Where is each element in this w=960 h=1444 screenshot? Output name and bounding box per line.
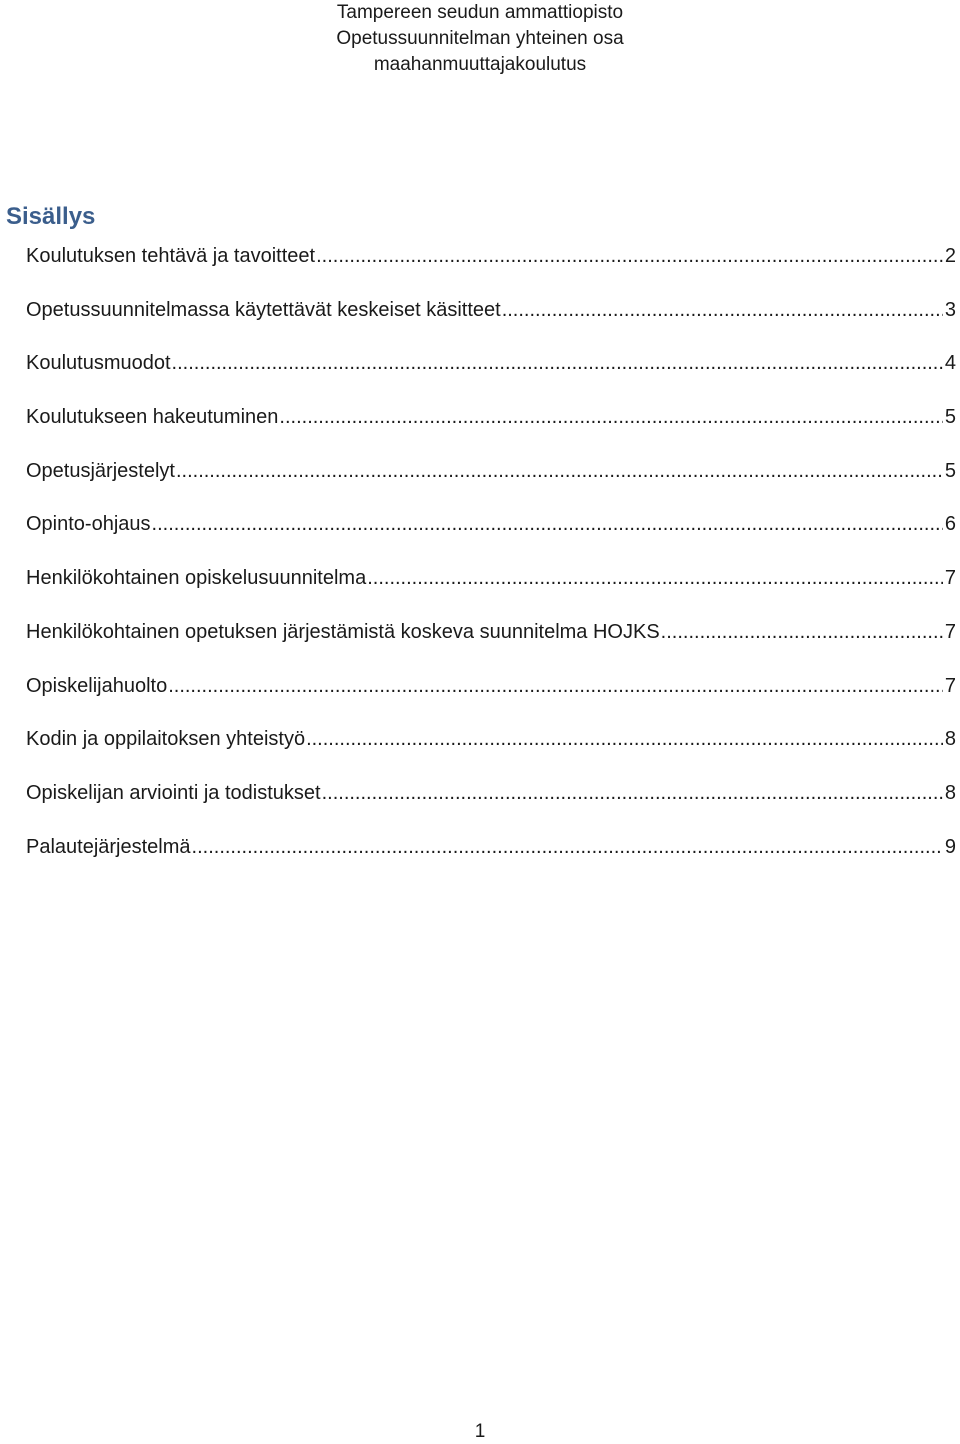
toc-entry-label: Opiskelijahuolto xyxy=(26,674,168,697)
toc-entry[interactable] xyxy=(26,616,956,670)
toc-leader-dots xyxy=(322,777,943,809)
toc-leader-dots xyxy=(661,616,943,648)
toc-leader-dots xyxy=(306,723,943,755)
toc-title: Sisällys xyxy=(6,203,96,230)
toc-entry-page: 7 xyxy=(944,567,956,590)
header-institution: Tampereen seudun ammattiopisto xyxy=(336,2,624,23)
toc-entry-label: Koulutuksen tehtävä ja tavoitteet xyxy=(26,245,316,267)
toc-entry-label: Opiskelijan arviointi ja todistukset xyxy=(26,781,321,804)
toc-entry[interactable] xyxy=(26,401,956,455)
header-program: maahanmuuttajakoulutus xyxy=(373,54,587,75)
toc-entry-label: Koulutukseen hakeutuminen xyxy=(26,406,279,429)
toc-entry-page: 7 xyxy=(944,620,956,643)
header-document-part: Opetussuunnitelman yhteinen osa xyxy=(336,28,624,49)
toc-entry-page: 7 xyxy=(944,674,956,697)
toc-entry[interactable] xyxy=(26,777,956,831)
toc-entry-page: 8 xyxy=(944,781,956,804)
toc-entry[interactable] xyxy=(26,508,956,562)
toc-entry-label: Opetusjärjestelyt xyxy=(26,459,175,482)
toc-entry-label: Koulutusmuodot xyxy=(26,352,171,375)
toc-entry[interactable] xyxy=(26,670,956,724)
toc-leader-dots xyxy=(502,294,943,326)
toc-entry[interactable] xyxy=(26,562,956,616)
toc-leader-dots xyxy=(316,240,943,272)
toc-entry[interactable] xyxy=(26,455,956,509)
toc-entry[interactable] xyxy=(26,347,956,401)
page-number: 1 xyxy=(474,1421,486,1442)
toc-leader-dots xyxy=(279,401,942,433)
toc-entry-label: Henkilökohtainen opetuksen järjestämistä koskeva suunnitelma HOJKS xyxy=(26,620,660,643)
toc-entry-page: 2 xyxy=(944,245,956,267)
toc-leader-dots xyxy=(152,508,943,540)
toc-leader-dots xyxy=(176,455,943,487)
document-header xyxy=(0,0,960,78)
toc-entry[interactable] xyxy=(26,723,956,777)
toc-entry-label: Kodin ja oppilaitoksen yhteistyö xyxy=(26,728,306,751)
toc-entry[interactable] xyxy=(26,294,956,348)
toc-entry-page: 5 xyxy=(944,406,956,429)
toc-leader-dots xyxy=(192,831,943,863)
toc-entry-label: Henkilökohtainen opiskelusuunnitelma xyxy=(26,567,367,590)
toc-entry-page: 8 xyxy=(944,728,956,751)
toc-leader-dots xyxy=(168,670,943,702)
toc-entry-page: 4 xyxy=(944,352,956,375)
toc-entry[interactable] xyxy=(26,240,956,294)
toc-entry[interactable] xyxy=(26,831,956,885)
toc-leader-dots xyxy=(172,347,943,379)
toc-entry-label: Opetussuunnitelmassa käytettävät keskeiset käsitteet xyxy=(26,298,501,321)
toc-entry-page: 5 xyxy=(944,459,956,482)
toc-entry-label: Palautejärjestelmä xyxy=(26,835,191,858)
toc-entry-page: 9 xyxy=(944,835,956,858)
toc-entry-page: 6 xyxy=(944,513,956,536)
toc-entry-label: Opinto-ohjaus xyxy=(26,513,151,536)
toc-leader-dots xyxy=(367,562,943,594)
table-of-contents xyxy=(26,240,956,884)
toc-entry-page: 3 xyxy=(944,298,956,321)
